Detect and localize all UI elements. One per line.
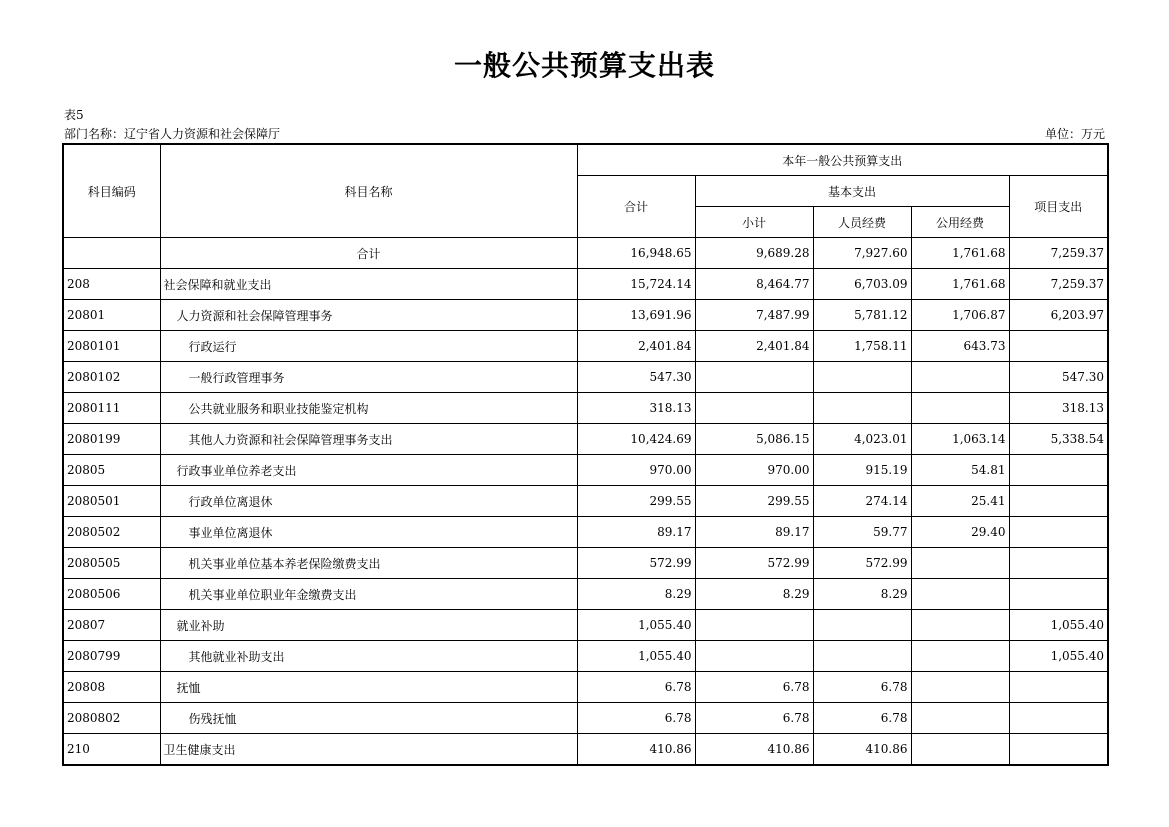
row-subtotal: [695, 641, 813, 672]
header-public: 公用经费: [911, 207, 1009, 238]
table-row: [63, 486, 1108, 517]
row-public: 1,706.87: [911, 300, 1009, 331]
row-personnel: 1,758.11: [813, 331, 911, 362]
table-row: [63, 703, 1108, 734]
row-public: [911, 393, 1009, 424]
row-name: 行政运行: [160, 331, 577, 362]
row-public: 1,761.68: [911, 269, 1009, 300]
row-name: 机关事业单位职业年金缴费支出: [160, 579, 577, 610]
row-code: 2080199: [63, 424, 160, 455]
row-project: 1,055.40: [1009, 641, 1108, 672]
row-name: 一般行政管理事务: [160, 362, 577, 393]
row-project: [1009, 517, 1108, 548]
row-personnel: 410.86: [813, 734, 911, 766]
header-basic: 基本支出: [695, 176, 1009, 207]
table-row: [63, 393, 1108, 424]
row-project: 5,338.54: [1009, 424, 1108, 455]
row-subtotal: 2,401.84: [695, 331, 813, 362]
row-code: 2080802: [63, 703, 160, 734]
row-code: 2080501: [63, 486, 160, 517]
row-public: 29.40: [911, 517, 1009, 548]
row-subtotal: 5,086.15: [695, 424, 813, 455]
row-project: 7,259.37: [1009, 269, 1108, 300]
row-public: [911, 672, 1009, 703]
row-name: 就业补助: [160, 610, 577, 641]
row-public: 643.73: [911, 331, 1009, 362]
table-body: [63, 238, 1108, 766]
table-row: [63, 238, 1108, 269]
row-total: 970.00: [577, 455, 695, 486]
row-name: 公共就业服务和职业技能鉴定机构: [160, 393, 577, 424]
row-subtotal: 8.29: [695, 579, 813, 610]
row-subtotal: 299.55: [695, 486, 813, 517]
row-public: [911, 610, 1009, 641]
row-personnel: 5,781.12: [813, 300, 911, 331]
row-code: 2080111: [63, 393, 160, 424]
table-row: [63, 300, 1108, 331]
row-public: [911, 703, 1009, 734]
row-total: 299.55: [577, 486, 695, 517]
row-subtotal: 9,689.28: [695, 238, 813, 269]
row-project: 6,203.97: [1009, 300, 1108, 331]
department-name: 部门名称：辽宁省人力资源和社会保障厅: [64, 127, 281, 141]
row-personnel: 6.78: [813, 703, 911, 734]
row-code: 208: [63, 269, 160, 300]
row-subtotal: [695, 610, 813, 641]
row-personnel: 4,023.01: [813, 424, 911, 455]
row-personnel: 6,703.09: [813, 269, 911, 300]
row-project: [1009, 703, 1108, 734]
row-name: 其他人力资源和社会保障管理事务支出: [160, 424, 577, 455]
row-project: [1009, 672, 1108, 703]
table-header: [63, 144, 1108, 238]
header-total: 合计: [577, 176, 695, 238]
row-name: 卫生健康支出: [160, 734, 577, 766]
row-project: 1,055.40: [1009, 610, 1108, 641]
row-total: 2,401.84: [577, 331, 695, 362]
row-personnel: 274.14: [813, 486, 911, 517]
row-public: 25.41: [911, 486, 1009, 517]
table-row: [63, 455, 1108, 486]
header-code: 科目编码: [63, 144, 160, 238]
row-personnel: 7,927.60: [813, 238, 911, 269]
row-name: 机关事业单位基本养老保险缴费支出: [160, 548, 577, 579]
row-name: 行政单位离退休: [160, 486, 577, 517]
row-project: 547.30: [1009, 362, 1108, 393]
row-public: 1,063.14: [911, 424, 1009, 455]
row-name: 伤残抚恤: [160, 703, 577, 734]
row-personnel: [813, 362, 911, 393]
row-project: [1009, 734, 1108, 766]
row-public: [911, 362, 1009, 393]
row-name: 事业单位离退休: [160, 517, 577, 548]
budget-table: [62, 143, 1109, 766]
row-subtotal: 410.86: [695, 734, 813, 766]
table-row: [63, 331, 1108, 362]
row-total: 572.99: [577, 548, 695, 579]
row-total: 16,948.65: [577, 238, 695, 269]
table-row: [63, 269, 1108, 300]
row-code: 20807: [63, 610, 160, 641]
table-row: [63, 362, 1108, 393]
row-public: [911, 641, 1009, 672]
row-total: 1,055.40: [577, 641, 695, 672]
row-code: 2080506: [63, 579, 160, 610]
row-code: 20805: [63, 455, 160, 486]
row-project: 7,259.37: [1009, 238, 1108, 269]
row-subtotal: 7,487.99: [695, 300, 813, 331]
row-personnel: [813, 393, 911, 424]
row-subtotal: 89.17: [695, 517, 813, 548]
header-project: 项目支出: [1009, 176, 1108, 238]
row-project: [1009, 486, 1108, 517]
row-name: 其他就业补助支出: [160, 641, 577, 672]
row-code: [63, 238, 160, 269]
header-name: 科目名称: [160, 144, 577, 238]
row-name: 行政事业单位养老支出: [160, 455, 577, 486]
row-code: 2080102: [63, 362, 160, 393]
table-row: [63, 734, 1108, 766]
row-total: 6.78: [577, 703, 695, 734]
row-name: 抚恤: [160, 672, 577, 703]
row-code: 210: [63, 734, 160, 766]
row-public: 54.81: [911, 455, 1009, 486]
table-row: [63, 517, 1108, 548]
row-project: [1009, 548, 1108, 579]
row-public: 1,761.68: [911, 238, 1009, 269]
row-total: 13,691.96: [577, 300, 695, 331]
row-name: 社会保障和就业支出: [160, 269, 577, 300]
row-personnel: [813, 641, 911, 672]
row-public: [911, 579, 1009, 610]
row-subtotal: 970.00: [695, 455, 813, 486]
row-personnel: 8.29: [813, 579, 911, 610]
header-personnel: 人员经费: [813, 207, 911, 238]
row-code: 2080505: [63, 548, 160, 579]
row-total: 6.78: [577, 672, 695, 703]
row-public: [911, 548, 1009, 579]
row-total: 410.86: [577, 734, 695, 766]
row-project: [1009, 331, 1108, 362]
row-total: 1,055.40: [577, 610, 695, 641]
row-name: 合计: [160, 238, 577, 269]
row-code: 2080101: [63, 331, 160, 362]
row-personnel: [813, 610, 911, 641]
table-row: [63, 610, 1108, 641]
row-subtotal: [695, 393, 813, 424]
table-row: [63, 579, 1108, 610]
row-total: 15,724.14: [577, 269, 695, 300]
page-title: 一般公共预算支出表: [453, 49, 715, 82]
row-project: 318.13: [1009, 393, 1108, 424]
row-project: [1009, 455, 1108, 486]
row-code: 2080502: [63, 517, 160, 548]
row-personnel: 572.99: [813, 548, 911, 579]
row-subtotal: [695, 362, 813, 393]
row-project: [1009, 579, 1108, 610]
table-row: [63, 424, 1108, 455]
row-code: 20801: [63, 300, 160, 331]
row-public: [911, 734, 1009, 766]
row-personnel: 6.78: [813, 672, 911, 703]
row-subtotal: 8,464.77: [695, 269, 813, 300]
header-group: 本年一般公共预算支出: [577, 144, 1108, 176]
row-personnel: 915.19: [813, 455, 911, 486]
row-total: 10,424.69: [577, 424, 695, 455]
row-personnel: 59.77: [813, 517, 911, 548]
row-subtotal: 6.78: [695, 703, 813, 734]
header-subtotal: 小计: [695, 207, 813, 238]
unit-label: 单位：万元: [1044, 127, 1105, 141]
row-name: 人力资源和社会保障管理事务: [160, 300, 577, 331]
table-number: 表5: [64, 108, 84, 122]
row-code: 20808: [63, 672, 160, 703]
row-code: 2080799: [63, 641, 160, 672]
row-subtotal: 572.99: [695, 548, 813, 579]
table-row: [63, 641, 1108, 672]
row-total: 318.13: [577, 393, 695, 424]
table-row: [63, 672, 1108, 703]
row-subtotal: 6.78: [695, 672, 813, 703]
table-row: [63, 548, 1108, 579]
row-total: 8.29: [577, 579, 695, 610]
row-total: 547.30: [577, 362, 695, 393]
row-total: 89.17: [577, 517, 695, 548]
